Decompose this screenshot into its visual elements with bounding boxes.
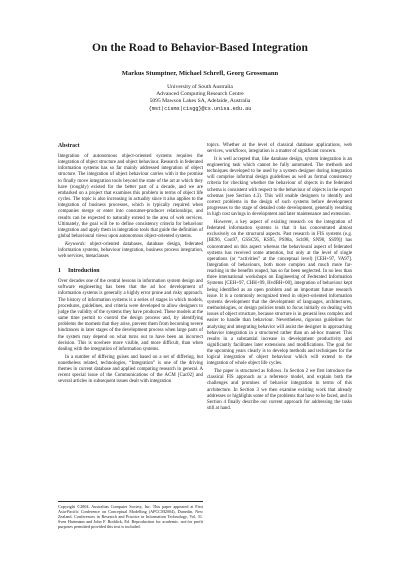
- section-number: 1: [58, 268, 61, 275]
- body-paragraph: The paper is structured as follows. In Section 2 we first introduce the classical FIS approach as a reference model, and explain both the challenges and promises of behavior integration in terms of this architecture. In Section 3 we then examine existing work that already addresses or highlights some of the problems that have to be faced, and in Section 4 finally describe our current approach for addressing the tasks still at hand.: [207, 369, 352, 412]
- intro-paragraph: In a number of differing guises and based on a set of differing, but nonetheless related, technologies, “Integration” is one of the driving themes in current database and applied computing research in general. A recent special issue of the Communications of the ACM [Cac02] and several articles in subsequent issues dealt with integration: [58, 354, 203, 385]
- affiliation-line: University of South Australia: [167, 84, 233, 90]
- keywords-text: object-oriented databases, database design, federated information systems, behaviour integration, business process integration, web services, metaclasses: [58, 241, 203, 259]
- author-email: {mst|cisms|cisgg}@cs.unisa.edu.au: [148, 105, 252, 112]
- right-column: [207, 143, 352, 414]
- left-column: [58, 143, 203, 387]
- section-heading-introduction: [58, 268, 203, 275]
- abstract-heading: Abstract: [58, 143, 80, 149]
- intro-paragraph: Over decades one of the central lessons in information system design and software engineering has been that the ad hoc development of information systems is generally a highly error prone and risky approach. The history of information systems is a series of stages in which models, procedures, guidelines, and criteria were developed to allow designers to judge the validity of the systems they have produced. These models at the same time permit to control the design process and, by identifying problems the moment that they arise, prevent them from becoming severe hindrances in later stages of the development process when large parts of the system may depend on what turns out to have been an incorrect decision. This is nowhere more visible, and more difficult, than when dealing with the integration of information systems.: [58, 279, 203, 352]
- body-paragraph: It is well accepted that, like database design, system integration is an engineering task which cannot be fully automated. The methods and techniques developed to be used by a system designer during integration will comprise informal design guidelines as well as formal consistency criteria for checking whether the behaviour of objects in the federated schema is consistent with respect to the behaviour of objects in the export schemas (see Section 4.3). This will enable designers to identify and correct problems in the design of such systems before development progresses to the stage of detailed code development, generally resulting in high cost savings in development and later maintenance and extension.: [207, 156, 352, 218]
- keywords-paragraph: [58, 242, 203, 260]
- body-paragraph: topics. Whether at the level of classical database applications, web services, workflows, integration is a matter of significant concern.: [207, 143, 352, 155]
- paper-title: On the Road to Behavior-Based Integration: [92, 42, 308, 54]
- section-title: Introduction: [68, 268, 100, 275]
- affiliation-line: Advanced Computing Research Centre: [156, 91, 244, 98]
- affiliation-block: [0, 84, 400, 113]
- abstract-text: Integration of autonomous object-oriented systems requires the integration of object structure and object behaviour. Research in federated information systems has so far mainly addressed integration of object structure. The integration of object behaviour carries with it the promise to finally move integration tools beyond the state of the art at which they have (roughly) existed for the better part of a decade, and we are embarked on a project that examines this problem in terms of object life cycles. The topic is also increasing in actuality since it also applies to the integration of business processes, which is typically required when companies merge or enter into consumer-producer relationships, and results can be expected to naturally extend to the area of web services. Ultimately, the goal will be to define consistency criteria for behaviour integration and apply them in integration tools that guide the definition of global behavioural views upon autonomous object-oriented systems.: [58, 154, 203, 240]
- body-paragraph: However, a key aspect of existing research on the integration of federated information systems is that it has concentrated almost exclusively on the structural aspects. Past research in FIS systems (e.g. [BE96, Con97, GSSC95, KS95, PS98a, Sch98, SN98, SS99]) has concentrated on this aspect whereas the behavioural aspect of federated systems has received some attention, but only at the level of single operations (or “activities” at the conceptual level) [CEH+97, VA97]. Integration of behaviours, both more complex and much more far-reaching in the benefits reaped, has so far been neglected. In no less than three international workshops on Engineering of Federated Information Systems [CEH+97, CHH+99, HvdBH+00], integration of behaviour kept being identified as an open problem and an important future research issue. It is a commonly recognized trend in object-oriented information systems development that the development of languages, architectures, methodologies, or design policies tends to focus initially on dealing with issues of object structure, because structure is in general less complex and easier to handle than behaviour. Nevertheless, rigorous guidelines for analysing and integrating behavior will assist the designer in approaching behavior integration in a structured rather than an ad-hoc manner. This results in a substantial increase in development productivity and significantly facilitates later extensions and modifications. The goal for the upcoming years clearly is to develop methods and techniques for the logical integration of object behaviour which will extend to the integration of whole object life cycles.: [207, 219, 352, 367]
- copyright-footnote: Copyright ©2004, Australian Computer Society, Inc. This paper appeared at First Asia-Pacific Conference on Conceptual Modelling (APCCM2004), Dunedin, New Zealand. Conferences in Research and Practice in Information Technology, Vol. 31. Sven Hartmann and John F. Roddick, Ed. Reproduction for academic, not-for profit purposes permitted provided this text is included.: [58, 501, 203, 529]
- affiliation-line: 5095 Mawson Lakes SA, Adelaide, Australia: [149, 98, 251, 105]
- keywords-label: Keywords:: [65, 241, 87, 247]
- paper-authors: Markus Stumptner, Michael Schrefl, Georg Grossmann: [121, 70, 279, 77]
